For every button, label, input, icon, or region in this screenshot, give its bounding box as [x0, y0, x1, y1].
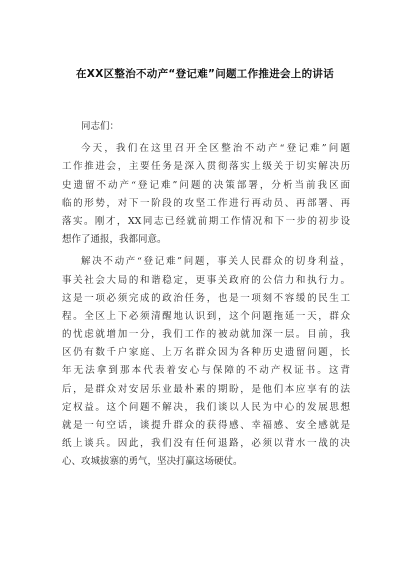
- paragraph-line: 后，是群众对安居乐业最朴素的期盼，是他们本应享有的法: [62, 383, 350, 395]
- paragraph-line: 年无法拿到那本代表着安心与保障的不动产权证书。这背: [62, 365, 350, 377]
- paragraph-line: 程。全区上下必须清醒地认识到，这个问题拖延一天，群众: [62, 310, 350, 322]
- paragraph-line: 想作了通报，我都同意。: [62, 234, 167, 246]
- document-title: 在XX区整治不动产“登记难”问题工作推进会上的讲话: [76, 68, 334, 80]
- paragraph-line: 工作推进会，主要任务是深入贯彻落实上级关于切实解决历: [62, 161, 350, 173]
- paragraph-line: 事关社会大局的和谐稳定，更事关政府的公信力和执行力。: [62, 274, 350, 286]
- paragraph-line: 心、攻城拔寨的勇气，坚决打赢这场硬仗。: [62, 456, 243, 468]
- paragraph-line: 落实。刚才，XX同志已经就前期工作情况和下一步的初步设: [62, 215, 350, 227]
- paragraph-line: 临的形势，对下一阶段的攻坚工作进行再动员、再部署、再: [62, 197, 350, 209]
- paragraph-line: 史遗留不动产“登记难”问题的决策部署，分析当前我区面: [62, 179, 350, 191]
- document-body: [62, 118, 350, 472]
- paragraph-line: 今天，我们在这里召开全区整治不动产“登记难”问题: [81, 143, 350, 155]
- paragraph-line: 这是一项必须完成的政治任务，也是一项刻不容缓的民生工: [62, 292, 350, 304]
- paragraph-2: [62, 253, 350, 471]
- paragraph-line: 纸上谈兵。因此，我们没有任何退路，必须以背水一战的决: [62, 438, 350, 450]
- paragraph-line: 解决不动产“登记难”问题，事关人民群众的切身利益，: [81, 256, 350, 268]
- paragraph-line: 区仍有数千户家庭、上万名群众因为各种历史遗留问题，长: [62, 347, 350, 359]
- paragraph-line: 定权益。这个问题不解决，我们谈以人民为中心的发展思想: [62, 401, 350, 413]
- paragraph-line: 的忧虑就增加一分，我们工作的被动就加深一层。目前，我: [62, 329, 350, 341]
- paragraph-1: [62, 140, 350, 249]
- paragraph-line: 就是一句空话，谈提升群众的获得感、幸福感、安全感就是: [62, 420, 350, 431]
- salutation: 同志们：: [81, 121, 120, 132]
